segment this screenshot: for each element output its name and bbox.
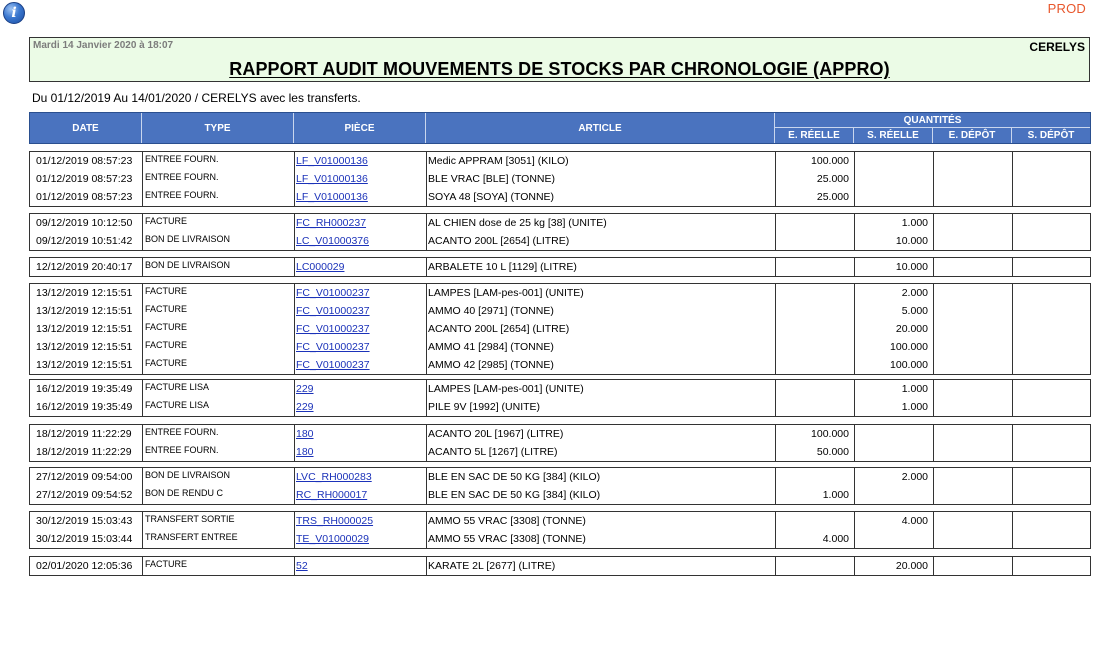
cell-article: SOYA 48 [SOYA] (TONNE) — [428, 191, 555, 203]
cell-s-depot — [1012, 302, 1086, 320]
row-group — [29, 379, 1091, 417]
cell-date: 18/12/2019 11:22:29 — [36, 446, 132, 458]
row-group — [29, 213, 1091, 251]
cell-e-depot — [933, 380, 1007, 398]
cell-type: FACTURE — [145, 358, 188, 368]
piece-link[interactable]: 180 — [296, 428, 314, 440]
cell-s-reelle — [854, 188, 928, 206]
cell-article: AMMO 40 [2971] (TONNE) — [428, 305, 554, 317]
cell-type: BON DE LIVRAISON — [145, 234, 231, 244]
cell-s-depot — [1012, 443, 1086, 461]
cell-date: 13/12/2019 12:15:51 — [36, 287, 133, 299]
cell-e-reelle — [775, 557, 849, 575]
row-group — [29, 467, 1091, 505]
cell-e-reelle — [775, 320, 849, 338]
cell-type: FACTURE LISA — [145, 400, 210, 410]
cell-type: TRANSFERT ENTREE — [145, 532, 238, 542]
cell-date: 13/12/2019 12:15:51 — [36, 305, 133, 317]
cell-article: ARBALETE 10 L [1129] (LITRE) — [428, 261, 577, 273]
cell-type: BON DE LIVRAISON — [145, 260, 231, 270]
cell-type: ENTREE FOURN. — [145, 445, 219, 455]
cell-s-depot — [1012, 284, 1086, 302]
cell-e-reelle — [775, 214, 849, 232]
cell-e-depot — [933, 530, 1007, 548]
table-row — [30, 380, 1090, 398]
col-piece: PIÈCE — [294, 113, 426, 143]
table-row — [30, 284, 1090, 302]
cell-e-depot — [933, 356, 1007, 374]
cell-e-depot — [933, 188, 1007, 206]
cell-s-depot — [1012, 425, 1086, 443]
table-row — [30, 214, 1090, 232]
cell-type: FACTURE LISA — [145, 382, 210, 392]
piece-link[interactable]: 229 — [296, 383, 314, 395]
cell-article: ACANTO 5L [1267] (LITRE) — [428, 446, 558, 458]
company-name: CERELYS — [1029, 40, 1085, 54]
cell-s-depot — [1012, 486, 1086, 504]
row-group — [29, 257, 1091, 277]
cell-e-reelle — [775, 398, 849, 416]
cell-e-reelle — [775, 356, 849, 374]
col-article: ARTICLE — [426, 113, 775, 143]
cell-s-reelle: 10.000 — [895, 261, 928, 273]
cell-e-depot — [933, 320, 1007, 338]
cell-date: 02/01/2020 12:05:36 — [36, 560, 133, 572]
cell-article: ACANTO 20L [1967] (LITRE) — [428, 428, 564, 440]
table-row — [30, 557, 1090, 575]
cell-date: 27/12/2019 09:54:52 — [36, 489, 133, 501]
cell-piece — [296, 557, 424, 575]
cell-piece — [296, 512, 424, 530]
cell-s-depot — [1012, 258, 1086, 276]
table-row — [30, 258, 1090, 276]
cell-date: 30/12/2019 15:03:44 — [36, 533, 133, 545]
cell-article: PILE 9V [1992] (UNITE) — [428, 401, 541, 413]
row-group — [29, 511, 1091, 549]
cell-date: 18/12/2019 11:22:29 — [36, 428, 132, 440]
cell-date: 13/12/2019 12:15:51 — [36, 323, 133, 335]
cell-s-reelle — [854, 425, 928, 443]
piece-link[interactable]: FC_V01000237 — [296, 341, 370, 353]
cell-article: AMMO 41 [2984] (TONNE) — [428, 341, 554, 353]
cell-s-depot — [1012, 320, 1086, 338]
cell-article: LAMPES [LAM-pes-001] (UNITE) — [428, 383, 584, 395]
table-row — [30, 512, 1090, 530]
cell-e-reelle — [775, 338, 849, 356]
piece-link[interactable]: FC_V01000237 — [296, 287, 370, 299]
cell-piece — [296, 284, 424, 302]
cell-date: 13/12/2019 12:15:51 — [36, 359, 133, 371]
piece-link[interactable]: FC_V01000237 — [296, 323, 370, 335]
cell-s-depot — [1012, 530, 1086, 548]
cell-piece — [296, 398, 424, 416]
table-row — [30, 443, 1090, 461]
cell-s-reelle — [854, 152, 928, 170]
piece-link[interactable]: 229 — [296, 401, 314, 413]
cell-s-reelle — [854, 170, 928, 188]
cell-type: FACTURE — [145, 286, 188, 296]
cell-article: Medic APPRAM [3051] (KILO) — [428, 155, 569, 167]
cell-e-reelle: 50.000 — [816, 446, 849, 458]
cell-s-depot — [1012, 338, 1086, 356]
col-date: DATE — [30, 113, 142, 143]
table-row — [30, 425, 1090, 443]
cell-piece — [296, 170, 424, 188]
cell-s-reelle — [854, 486, 928, 504]
cell-s-depot — [1012, 398, 1086, 416]
piece-link[interactable]: FC_RH000237 — [296, 217, 367, 229]
cell-s-depot — [1012, 152, 1086, 170]
cell-e-depot — [933, 443, 1007, 461]
cell-piece — [296, 443, 424, 461]
cell-e-depot — [933, 398, 1007, 416]
table-row — [30, 188, 1090, 206]
cell-s-reelle: 1.000 — [901, 217, 928, 229]
cell-date: 27/12/2019 09:54:00 — [36, 471, 133, 483]
info-icon[interactable]: i — [3, 2, 25, 24]
cell-type: FACTURE — [145, 559, 188, 569]
cell-s-depot — [1012, 214, 1086, 232]
cell-e-depot — [933, 338, 1007, 356]
cell-piece — [296, 320, 424, 338]
cell-s-reelle: 20.000 — [895, 323, 928, 335]
col-s-reelle: S. RÉELLE — [854, 128, 933, 143]
cell-article: ACANTO 200L [2654] (LITRE) — [428, 323, 570, 335]
cell-e-reelle: 100.000 — [811, 155, 849, 167]
cell-type: FACTURE — [145, 304, 188, 314]
cell-e-depot — [933, 425, 1007, 443]
cell-e-depot — [933, 232, 1007, 250]
report-period: Du 01/12/2019 Au 14/01/2020 / CERELYS avec les transferts. — [32, 91, 361, 105]
table-row — [30, 338, 1090, 356]
cell-piece — [296, 468, 424, 486]
cell-s-reelle: 5.000 — [901, 305, 928, 317]
cell-piece — [296, 258, 424, 276]
cell-date: 09/12/2019 10:51:42 — [36, 235, 133, 247]
cell-article: AL CHIEN dose de 25 kg [38] (UNITE) — [428, 217, 607, 229]
cell-type: ENTREE FOURN. — [145, 172, 219, 182]
cell-e-reelle: 4.000 — [822, 533, 849, 545]
piece-link[interactable]: LVC_RH000283 — [296, 471, 372, 483]
cell-piece — [296, 486, 424, 504]
cell-s-reelle: 2.000 — [901, 287, 928, 299]
table-row — [30, 320, 1090, 338]
printed-at: Mardi 14 Janvier 2020 à 18:07 — [33, 40, 174, 51]
cell-s-reelle — [854, 443, 928, 461]
cell-e-reelle — [775, 284, 849, 302]
cell-type: ENTREE FOURN. — [145, 427, 219, 437]
piece-link[interactable]: LC000029 — [296, 261, 345, 273]
cell-e-reelle: 25.000 — [816, 191, 849, 203]
table-row — [30, 356, 1090, 374]
cell-e-reelle: 100.000 — [811, 428, 849, 440]
cell-article: AMMO 55 VRAC [3308] (TONNE) — [428, 533, 586, 545]
piece-link[interactable]: FC_V01000237 — [296, 359, 370, 371]
cell-e-depot — [933, 486, 1007, 504]
cell-piece — [296, 302, 424, 320]
col-quantities: QUANTITÉS — [775, 113, 1090, 128]
piece-link[interactable]: TRS_RH000025 — [296, 515, 374, 527]
col-type: TYPE — [142, 113, 294, 143]
cell-s-depot — [1012, 557, 1086, 575]
piece-link[interactable]: LC_V01000376 — [296, 235, 369, 247]
cell-article: KARATE 2L [2677] (LITRE) — [428, 560, 556, 572]
cell-s-reelle: 10.000 — [895, 235, 928, 247]
report-title: RAPPORT AUDIT MOUVEMENTS DE STOCKS PAR CHRONOLOGIE (APPRO) — [229, 59, 890, 79]
cell-e-depot — [933, 302, 1007, 320]
cell-piece — [296, 232, 424, 250]
cell-e-reelle: 25.000 — [816, 173, 849, 185]
col-quantities-group — [775, 113, 1090, 143]
cell-e-depot — [933, 284, 1007, 302]
cell-s-reelle: 100.000 — [890, 341, 928, 353]
cell-type: FACTURE — [145, 340, 188, 350]
col-e-depot: E. DÉPÔT — [933, 128, 1012, 143]
cell-article: AMMO 55 VRAC [3308] (TONNE) — [428, 515, 586, 527]
cell-e-reelle — [775, 232, 849, 250]
col-e-reelle: E. RÉELLE — [775, 128, 854, 143]
cell-e-reelle — [775, 380, 849, 398]
cell-s-reelle: 1.000 — [901, 401, 928, 413]
cell-date: 16/12/2019 19:35:49 — [36, 383, 133, 395]
cell-e-depot — [933, 468, 1007, 486]
piece-link[interactable]: LF_V01000136 — [296, 173, 368, 185]
cell-type: FACTURE — [145, 322, 188, 332]
cell-piece — [296, 338, 424, 356]
piece-link[interactable]: 52 — [296, 560, 308, 572]
environment-label: PROD — [1047, 1, 1086, 16]
cell-date: 09/12/2019 10:12:50 — [36, 217, 133, 229]
cell-article: BLE EN SAC DE 50 KG [384] (KILO) — [428, 489, 601, 501]
cell-e-depot — [933, 258, 1007, 276]
row-group — [29, 424, 1091, 462]
piece-link[interactable]: RC_RH000017 — [296, 489, 368, 501]
cell-s-depot — [1012, 188, 1086, 206]
cell-e-depot — [933, 512, 1007, 530]
cell-piece — [296, 214, 424, 232]
cell-date: 01/12/2019 08:57:23 — [36, 191, 133, 203]
table-row — [30, 302, 1090, 320]
cell-s-depot — [1012, 512, 1086, 530]
cell-s-reelle — [854, 530, 928, 548]
cell-type: BON DE LIVRAISON — [145, 470, 231, 480]
cell-article: ACANTO 200L [2654] (LITRE) — [428, 235, 570, 247]
report-header — [29, 37, 1090, 82]
cell-s-depot — [1012, 232, 1086, 250]
cell-date: 12/12/2019 20:40:17 — [36, 261, 133, 273]
cell-piece — [296, 425, 424, 443]
cell-e-depot — [933, 152, 1007, 170]
cell-article: LAMPES [LAM-pes-001] (UNITE) — [428, 287, 584, 299]
cell-date: 30/12/2019 15:03:43 — [36, 515, 133, 527]
cell-article: AMMO 42 [2985] (TONNE) — [428, 359, 554, 371]
cell-piece — [296, 530, 424, 548]
piece-link[interactable]: TE_V01000029 — [296, 533, 369, 545]
row-group — [29, 151, 1091, 207]
piece-link[interactable]: LF_V01000136 — [296, 155, 368, 167]
cell-s-reelle: 4.000 — [901, 515, 928, 527]
cell-s-depot — [1012, 356, 1086, 374]
cell-s-reelle: 100.000 — [890, 359, 928, 371]
cell-piece — [296, 356, 424, 374]
piece-link[interactable]: 180 — [296, 446, 314, 458]
cell-article: BLE EN SAC DE 50 KG [384] (KILO) — [428, 471, 601, 483]
cell-s-depot — [1012, 468, 1086, 486]
cell-e-depot — [933, 557, 1007, 575]
cell-e-depot — [933, 170, 1007, 188]
table-row — [30, 468, 1090, 486]
piece-link[interactable]: FC_V01000237 — [296, 305, 370, 317]
cell-e-reelle — [775, 468, 849, 486]
cell-type: ENTREE FOURN. — [145, 154, 219, 164]
table-row — [30, 170, 1090, 188]
table-row — [30, 486, 1090, 504]
cell-type: TRANSFERT SORTIE — [145, 514, 235, 524]
table-row — [30, 152, 1090, 170]
cell-article: BLE VRAC [BLE] (TONNE) — [428, 173, 556, 185]
cell-e-reelle — [775, 258, 849, 276]
table-row — [30, 398, 1090, 416]
table-header — [29, 112, 1091, 144]
cell-piece — [296, 188, 424, 206]
cell-e-reelle — [775, 512, 849, 530]
cell-s-depot — [1012, 170, 1086, 188]
cell-s-reelle: 20.000 — [895, 560, 928, 572]
cell-date: 16/12/2019 19:35:49 — [36, 401, 133, 413]
cell-type: ENTREE FOURN. — [145, 190, 219, 200]
cell-e-reelle: 1.000 — [822, 489, 849, 501]
cell-e-depot — [933, 214, 1007, 232]
cell-date: 13/12/2019 12:15:51 — [36, 341, 133, 353]
cell-s-reelle: 1.000 — [901, 383, 928, 395]
cell-piece — [296, 152, 424, 170]
cell-type: BON DE RENDU C — [145, 488, 224, 498]
table-row — [30, 530, 1090, 548]
row-group — [29, 283, 1091, 375]
piece-link[interactable]: LF_V01000136 — [296, 191, 368, 203]
cell-s-depot — [1012, 380, 1086, 398]
cell-date: 01/12/2019 08:57:23 — [36, 155, 133, 167]
table-row — [30, 232, 1090, 250]
cell-s-reelle: 2.000 — [901, 471, 928, 483]
row-group — [29, 556, 1091, 576]
cell-e-reelle — [775, 302, 849, 320]
cell-type: FACTURE — [145, 216, 188, 226]
cell-piece — [296, 380, 424, 398]
cell-date: 01/12/2019 08:57:23 — [36, 173, 133, 185]
col-s-depot: S. DÉPÔT — [1027, 130, 1075, 141]
